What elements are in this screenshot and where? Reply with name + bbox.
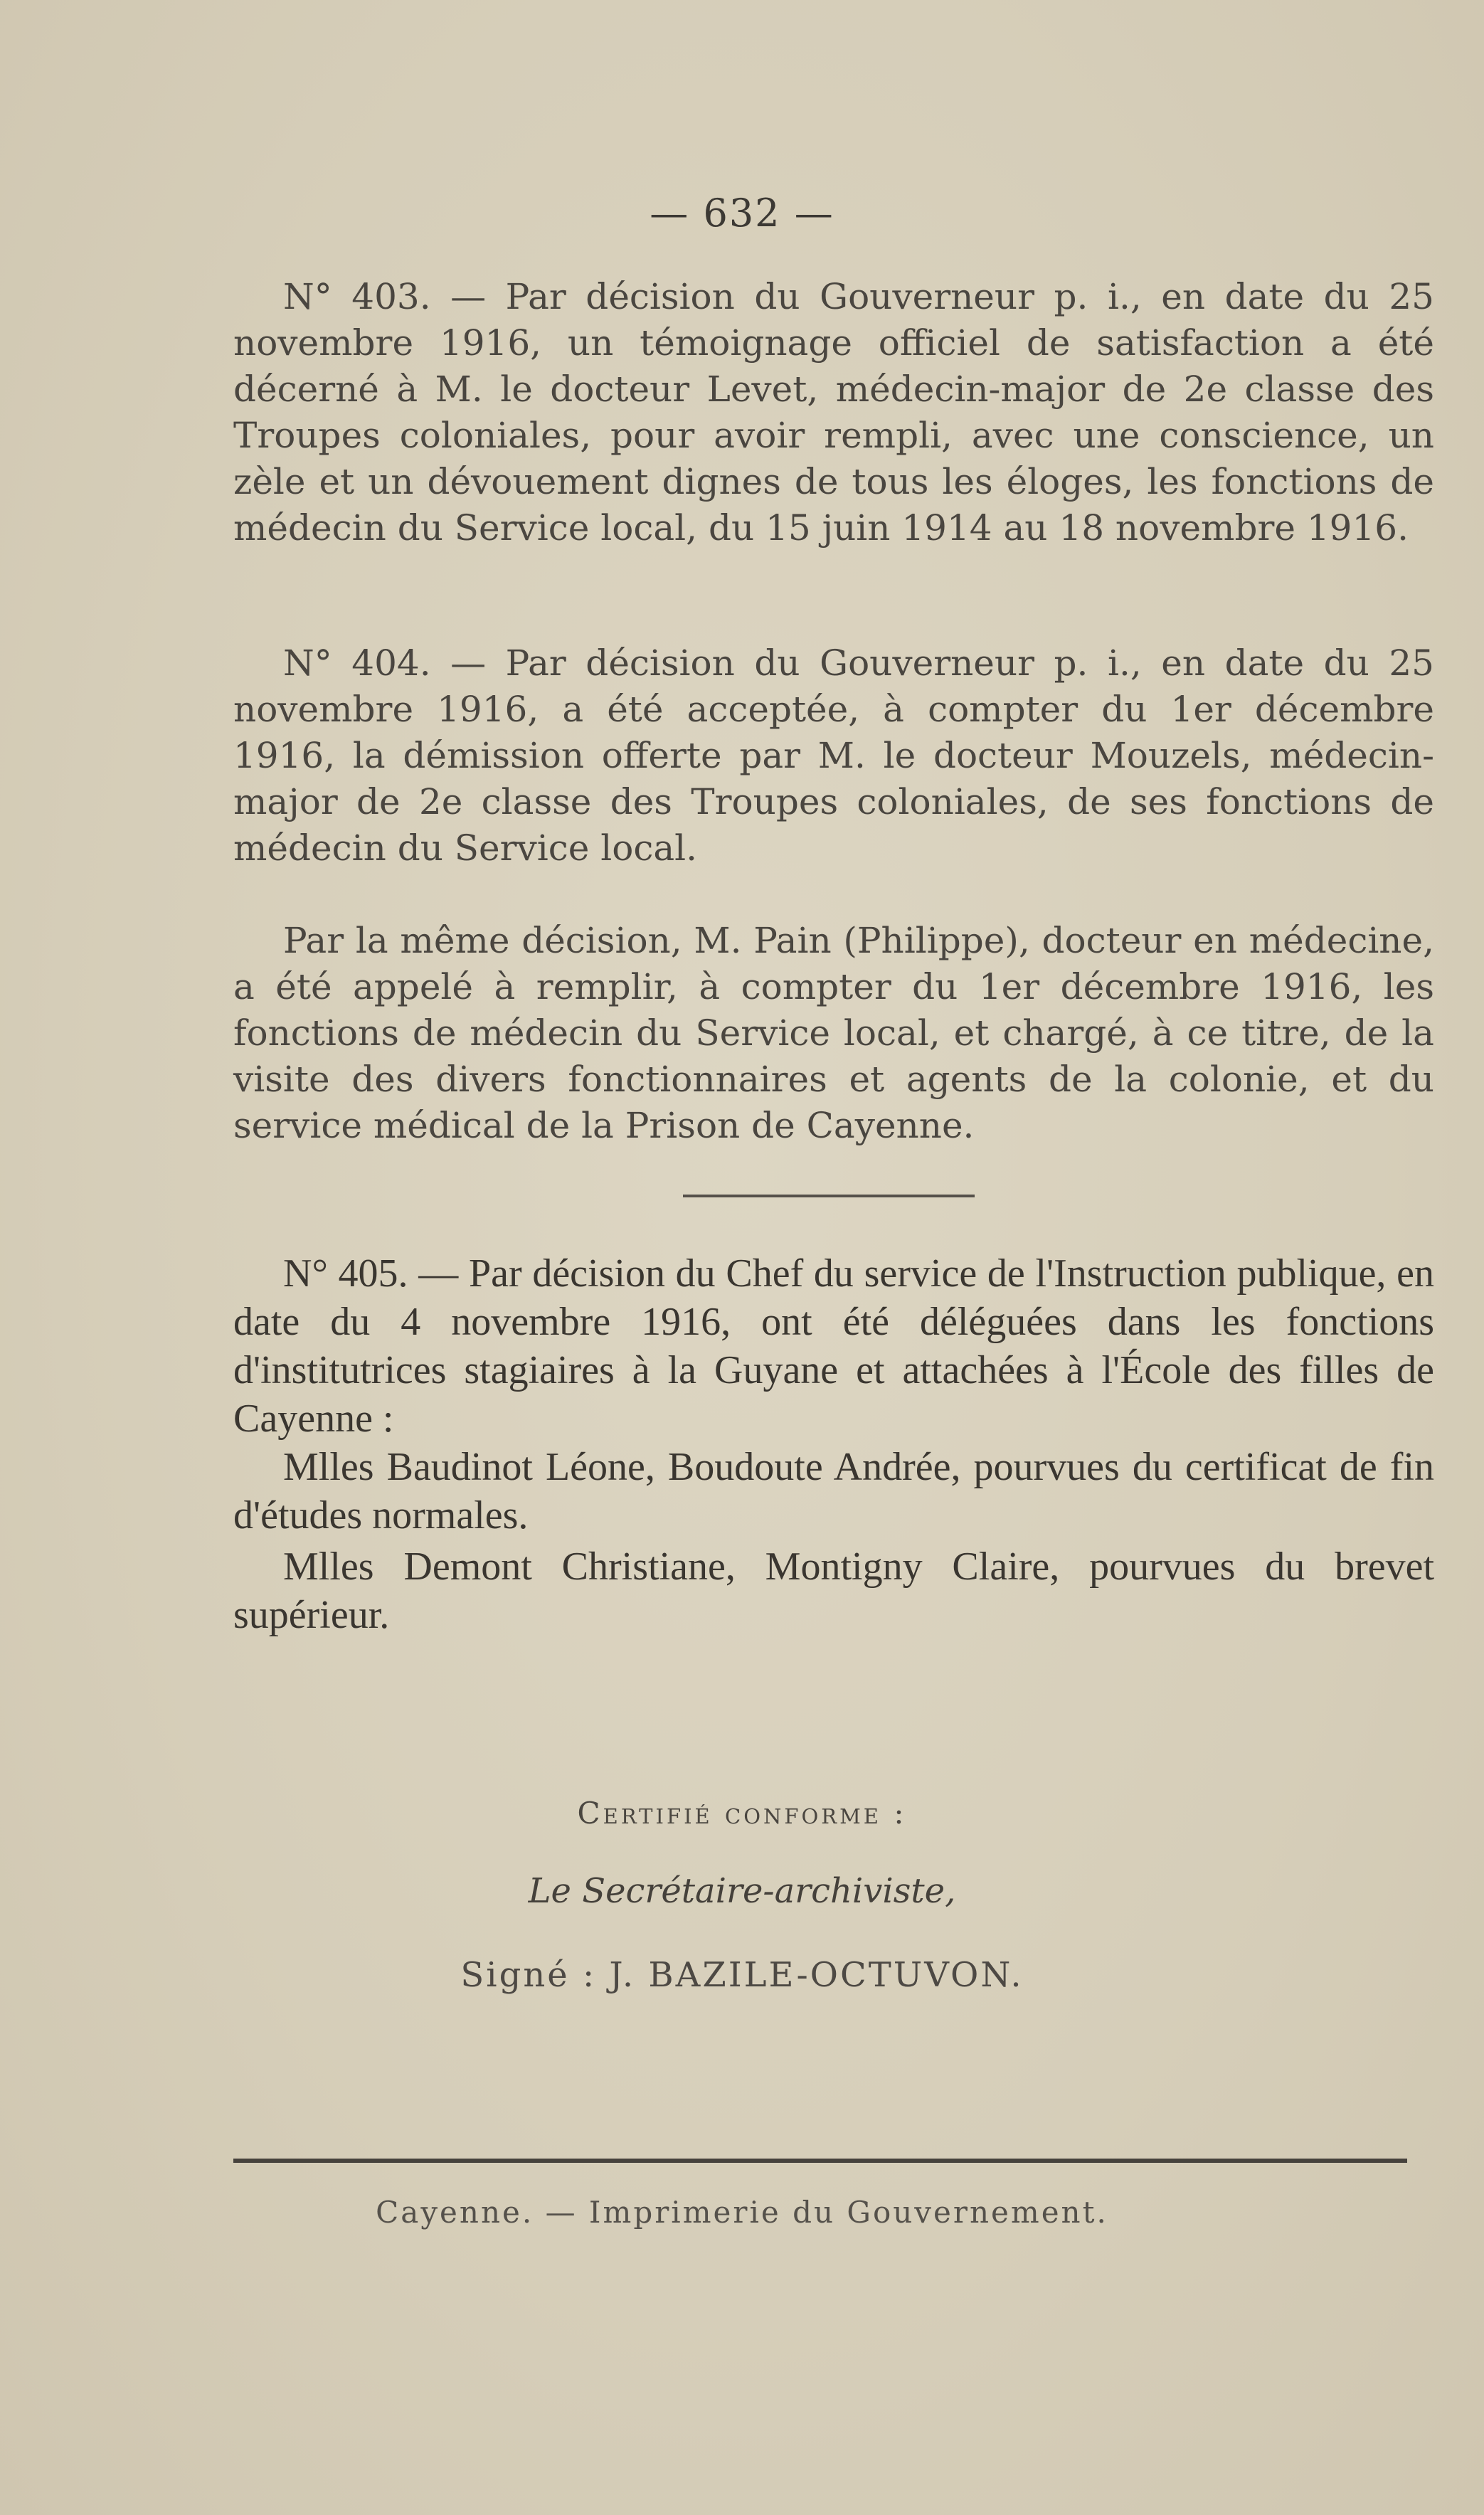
certification-signature: Signé : J. BAZILE-OCTUVON.: [460, 1955, 1024, 1995]
page-number: — 632 —: [650, 191, 834, 235]
decision-404-followup: Par la même décision, M. Pain (Philippe), docteur en médecine, a été appelé à remplir, à compter du 1er décembre 1916, les fonctions de médecin du Service local, et chargé, à ce titre, de la visite des divers fonctionnaires et agents de la colonie, et du service médical de la Prison de Cayenne.: [233, 920, 1434, 1146]
decision-403: N° 403. — Par décision du Gouverneur p. i., en date du 25 novembre 1916, un témoignage officiel de satisfaction a été décerné à M. le docteur Levet, médecin-major de 2e classe des Troupes coloniales, pour avoir rempli, avec une conscience, un zèle et un dévouement dignes de tous les éloges, les fonctions de médecin du Service local, du 15 juin 1914 au 18 novembre 1916.: [233, 276, 1434, 549]
decision-405-line-2: Mlles Demont Christiane, Montigny Claire, pourvues du brevet supérieur.: [233, 1545, 1434, 1637]
certification-role: Le Secrétaire-archiviste,: [528, 1871, 956, 1911]
decision-405-line-1: Mlles Baudinot Léone, Boudoute Andrée, pourvues du certificat de fin d'études normales.: [233, 1445, 1434, 1537]
printer-footer: Cayenne. — Imprimerie du Gouvernement.: [376, 2195, 1108, 2230]
footer-rule: [233, 2159, 1407, 2163]
section-divider: [683, 1195, 975, 1197]
decision-405: N° 405. — Par décision du Chef du service de l'Instruction publique, en date du 4 novembre 1916, ont été déléguées dans les fonctions d'institutrices stagiaires à la Guyane et attachées à l'École des filles de Cayenne :: [233, 1251, 1434, 1441]
certification-heading: Certifié conforme :: [577, 1796, 907, 1831]
decision-404: N° 404. — Par décision du Gouverneur p. i., en date du 25 novembre 1916, a été acceptée, à compter du 1er décembre 1916, la démission offerte par M. le docteur Mouzels, médecin-major de 2e classe des Troupes coloniales, de ses fonctions de médecin du Service local.: [233, 642, 1434, 869]
